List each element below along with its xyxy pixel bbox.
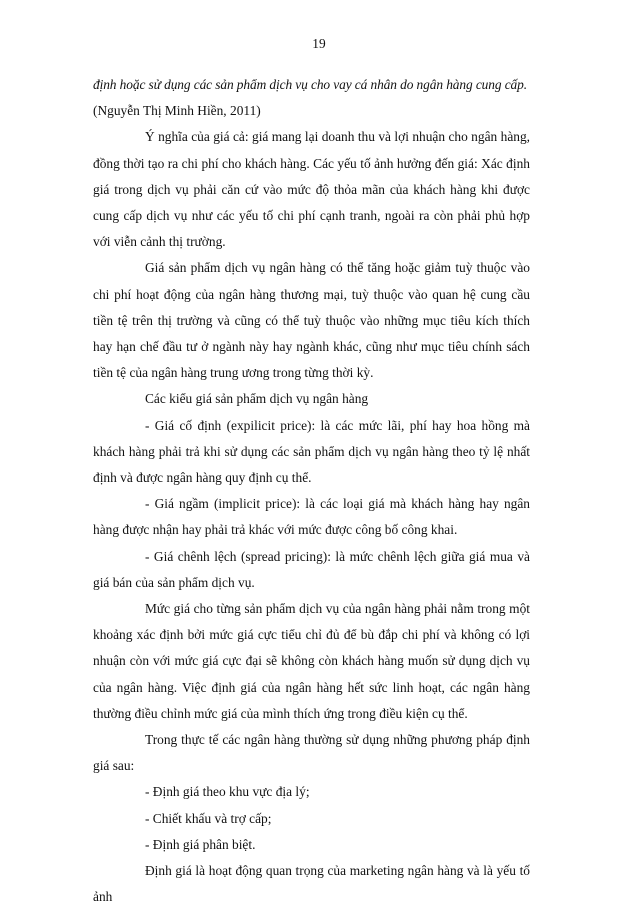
paragraph-4: Giá sản phẩm dịch vụ ngân hàng có thể tăng hoặc giảm tuỳ thuộc vào chi phí hoạt động của ngân hàng thương mại, tuỳ thuộc vào quan hệ cung cầu tiền tệ trên thị trường và cũng có thể tuỳ thuộc vào những mục tiêu kích thích hay hạn chế đầu tư ở ngành này hay ngành khác, cũng như mục tiêu chính sách tiền tệ của ngân hàng trung ương trong từng thời kỳ. — [93, 260, 530, 381]
paragraph-1: định hoặc sử dụng các sản phẩm dịch vụ cho vay cá nhân do ngân hàng cung cấp. — [93, 77, 527, 92]
paragraph-5: Các kiểu giá sản phẩm dịch vụ ngân hàng — [145, 391, 369, 407]
paragraph-14: Định giá là hoạt động quan trọng của marketing ngân hàng và là yếu tố ảnh — [93, 863, 530, 905]
paragraph-11: - Định giá theo khu vực địa lý; — [145, 784, 310, 800]
paragraph-8: - Giá chênh lệch (spread pricing): là mức chênh lệch giữa giá mua và giá bán của sản phẩm dịch vụ. — [93, 548, 530, 590]
paragraph-13: - Định giá phân biệt. — [145, 836, 256, 852]
paragraph-12: - Chiết khấu và trợ cấp; — [145, 810, 272, 826]
paragraph-9: Mức giá cho từng sản phẩm dịch vụ của ngân hàng phải nằm trong một khoảng xác định bởi mức giá cực tiểu chỉ đủ để bù đắp chi phí và không có lợi nhuận còn với mức giá cực đại sẽ không còn khách hàng muốn sử dụng dịch vụ của ngân hàng. Việc định giá của ngân hàng hết sức linh hoạt, các ngân hàng thường điều chỉnh mức giá của mình thích ứng trong điều kiện cụ thể. — [93, 601, 530, 721]
paragraph-6: - Giá cố định (expilicit price): là các mức lãi, phí hay hoa hồng mà khách hàng phải trả khi sử dụng các sản phẩm dịch vụ ngân hàng theo tỷ lệ nhất định và được ngân hàng quy định cụ thể. — [93, 417, 530, 486]
paragraph-2: (Nguyễn Thị Minh Hiền, 2011) — [93, 103, 261, 119]
paragraph-3: Ý nghĩa của giá cả: giá mang lại doanh thu và lợi nhuận cho ngân hàng, đồng thời tạo ra chi phí cho khách hàng. Các yếu tố ảnh hưởng đến giá: Xác định giá trong dịch vụ phải căn cứ vào mức độ thỏa mãn của khách hàng khi được cung cấp dịch vụ như các yếu tố chi phí cạnh tranh, ngoài ra còn phải phủ hợp với viễn cảnh thị trường. — [93, 129, 530, 250]
body-text — [93, 72, 530, 911]
paragraph-7: - Giá ngầm (implicit price): là các loại giá mà khách hàng hay ngân hàng được nhận hay phải trả khác với mức được công bố công khai. — [93, 496, 530, 538]
page-number: 19 — [312, 36, 326, 51]
paragraph-10: Trong thực tế các ngân hàng thường sử dụng những phương pháp định giá sau: — [93, 732, 530, 774]
